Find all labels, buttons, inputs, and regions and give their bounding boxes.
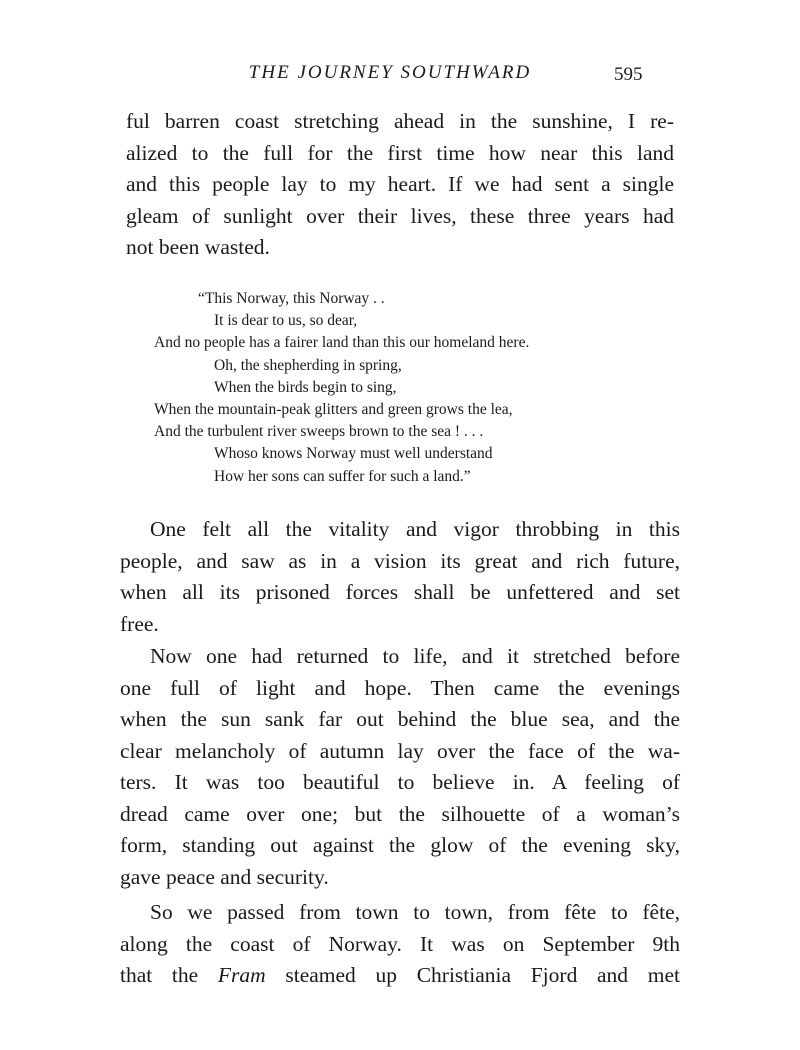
text-line: one full of light and hope. Then came the evenings: [120, 675, 680, 700]
text-line: not been wasted.: [126, 235, 270, 259]
paragraph: [120, 641, 680, 893]
poem-line: And the turbulent river sweeps brown to the sea ! . . .: [154, 423, 484, 441]
text-line: ful barren coast stretching ahead in the sunshine, I re-: [126, 109, 674, 133]
text-line: people, and saw as in a vision its great and rich future,: [120, 548, 680, 573]
poem-line: Oh, the shepherding in spring,: [214, 356, 402, 374]
poem-line: How her sons can suffer for such a land.”: [214, 467, 471, 485]
text-line: alized to the full for the first time how near this land: [126, 140, 674, 165]
paragraph: [120, 514, 680, 640]
text-line: and this people lay to my heart. If we had sent a single: [126, 172, 674, 196]
poem-line: When the mountain-peak glitters and green grows the lea,: [154, 401, 513, 419]
poem-line: Whoso knows Norway must well understand: [214, 445, 493, 463]
text-line: clear melancholy of autumn lay over the face of the wa-: [120, 738, 680, 763]
text-segment: that the: [120, 963, 218, 987]
paragraph: [120, 897, 680, 992]
text-line: when all its prisoned forces shall be unfettered and set: [120, 580, 680, 604]
paragraph-continued: [126, 106, 674, 264]
running-title: THE JOURNEY SOUTHWARD: [248, 62, 532, 83]
text-segment: steamed up Christiania Fjord and met: [265, 963, 680, 987]
text-line: ters. It was too beautiful to believe in. A feeling of: [120, 770, 680, 794]
text-line-with-ship-name: [120, 960, 680, 992]
text-line: So we passed from town to town, from fête to fête,: [150, 900, 680, 924]
poem-line: “This Norway, this Norway . .: [198, 290, 385, 307]
poem-line: It is dear to us, so dear,: [214, 312, 358, 330]
text-line: dread came over one; but the silhouette of a woman’s: [120, 801, 680, 826]
text-line: gave peace and security.: [120, 864, 329, 889]
running-head: [0, 60, 800, 90]
poem-line: And no people has a fairer land than this our homeland here.: [154, 334, 530, 352]
text-line: gleam of sunlight over their lives, these three years had: [126, 203, 674, 228]
ship-name-italic: Fram: [217, 963, 266, 987]
poem-line: When the birds begin to sing,: [214, 378, 397, 396]
text-line: when the sun sank far out behind the blue sea, and the: [120, 707, 680, 731]
page-number: 595: [614, 64, 643, 85]
text-line: One felt all the vitality and vigor throbbing in this: [150, 517, 680, 541]
text-line: along the coast of Norway. It was on September 9th: [120, 931, 680, 956]
text-line: free.: [120, 611, 159, 636]
poem-quotation: [154, 288, 654, 488]
text-line: form, standing out against the glow of the evening sky,: [120, 833, 680, 857]
text-line: Now one had returned to life, and it stretched before: [150, 644, 680, 668]
